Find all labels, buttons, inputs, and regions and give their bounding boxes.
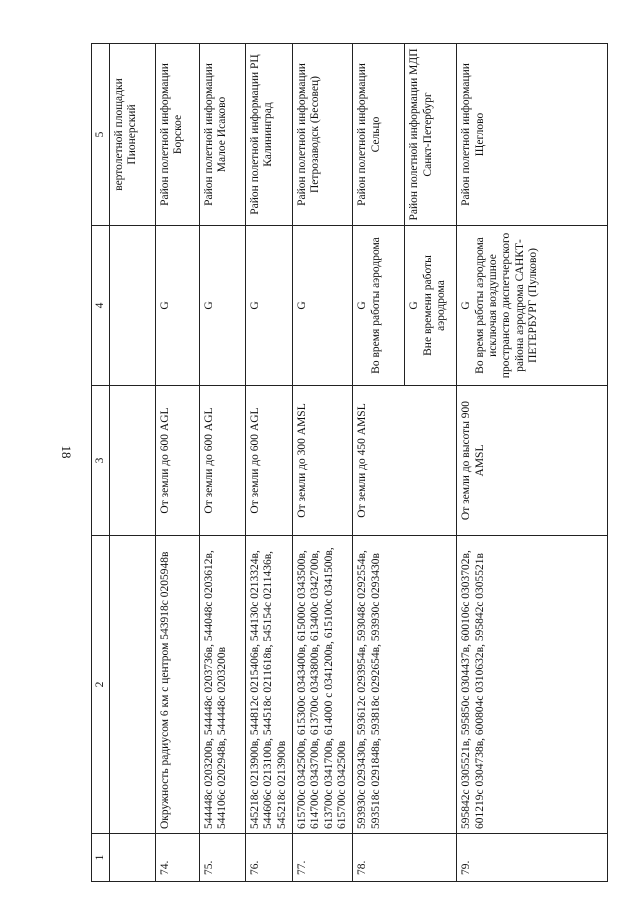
info-region-cell: Район полетной информации Сельцо [353,44,405,226]
airspace-class: G [246,226,293,386]
table-row [353,44,405,882]
header-col-4: 4 [92,226,110,386]
header-col-2: 2 [92,536,110,834]
airspace-class: G [460,301,473,310]
airspace-class-cell [457,226,608,386]
airspace-class: G [156,226,200,386]
area-coordinates: 615700с 0342500в, 615300с 0343400в, 615000с 0343500в, 614700с 0343700в, 613700с 0343800в, 613400с 0342700в, 613700с 0341700в, 614000 с 0341200в, 615100с 0341500в, 615700с 0342500в [292,536,352,834]
area-coordinates: 595842с 0305521в, 595850с 0304437в, 600106с 0303702в, 601219с 0304738в, 600804с 0310632в, 595842с 0305521в [457,536,608,834]
header-col-3: 3 [92,386,110,536]
table-row [457,44,608,882]
area-coordinates: 593930с 0293430в, 593612с 0293954в, 593048с 0292554в, 593518с 0291848в, 593818с 0292654в, 593930с 0293430в [353,536,457,834]
row-number: 74. [156,834,200,882]
row-number: 77. [292,834,352,882]
page-number: 18 [59,445,74,459]
vertical-limits: От земли до 600 AGL [156,386,200,536]
vertical-limits: От земли до 600 AGL [200,386,246,536]
row-number: 78. [353,834,457,882]
area-coordinates: 544448с 0203200в, 544448с 0203736в, 544048с 0203612в, 544106с 0202948в, 544448с 0203200в [200,536,246,834]
info-region-cell: Район полетной информации Петрозаводск (Бесовец) [292,44,352,226]
class-condition: Вне времени работы аэродрома [421,255,447,356]
row-number: 75. [200,834,246,882]
row-number: 79. [457,834,608,882]
info-region-cell: Район полетной информации РЦ Калининград [246,44,293,226]
table-row [292,44,352,882]
area-coordinates: Окружность радиусом 6 км с центром 543918с 0205948в [156,536,200,834]
header-col-5: 5 [92,44,110,226]
vertical-limits: От земли до высоты 900 AMSL [457,386,608,536]
airspace-class: G [200,226,246,386]
info-region-cell: Район полетной информации Борское [156,44,200,226]
airspace-class: G [408,301,421,310]
airspace-class-cell [405,226,457,386]
table-row [246,44,293,882]
class-condition: Во время работы аэродрома исключая воздушное пространство диспетчерского района аэродрома САНКТ-ПЕТЕРБУРГ (Пулково) [473,232,539,379]
table-row [156,44,200,882]
header-col-1: 1 [92,834,110,882]
row-number: 76. [246,834,293,882]
info-region-cell: вертолетной площадки Пионерский [110,44,156,226]
airspace-class: G [292,226,352,386]
info-region-cell: Район полетной информации Щеглово [457,44,608,226]
info-region-cell: Район полетной информации Малое Исаково [200,44,246,226]
area-coordinates: 545218с 0213900в, 544812с 0215406в, 544130с 0213324в, 544606с 0213100в, 544518с 0211618в, 545154с 0211436в, 545218с 0213900в [246,536,293,834]
class-condition: Во время работы аэродрома [369,237,382,374]
rotated-table-container [91,44,608,882]
header-row [92,44,110,882]
table-row-continuation [110,44,156,882]
vertical-limits: От земли до 450 AMSL [353,386,457,536]
vertical-limits: От земли до 300 AMSL [292,386,352,536]
vertical-limits: От земли до 600 AGL [246,386,293,536]
airspace-class: G [356,301,369,310]
table-row [200,44,246,882]
airspace-class-cell [353,226,405,386]
info-region-cell: Район полетной информации МДП Санкт-Петербург [405,44,457,226]
airspace-table [91,43,608,882]
